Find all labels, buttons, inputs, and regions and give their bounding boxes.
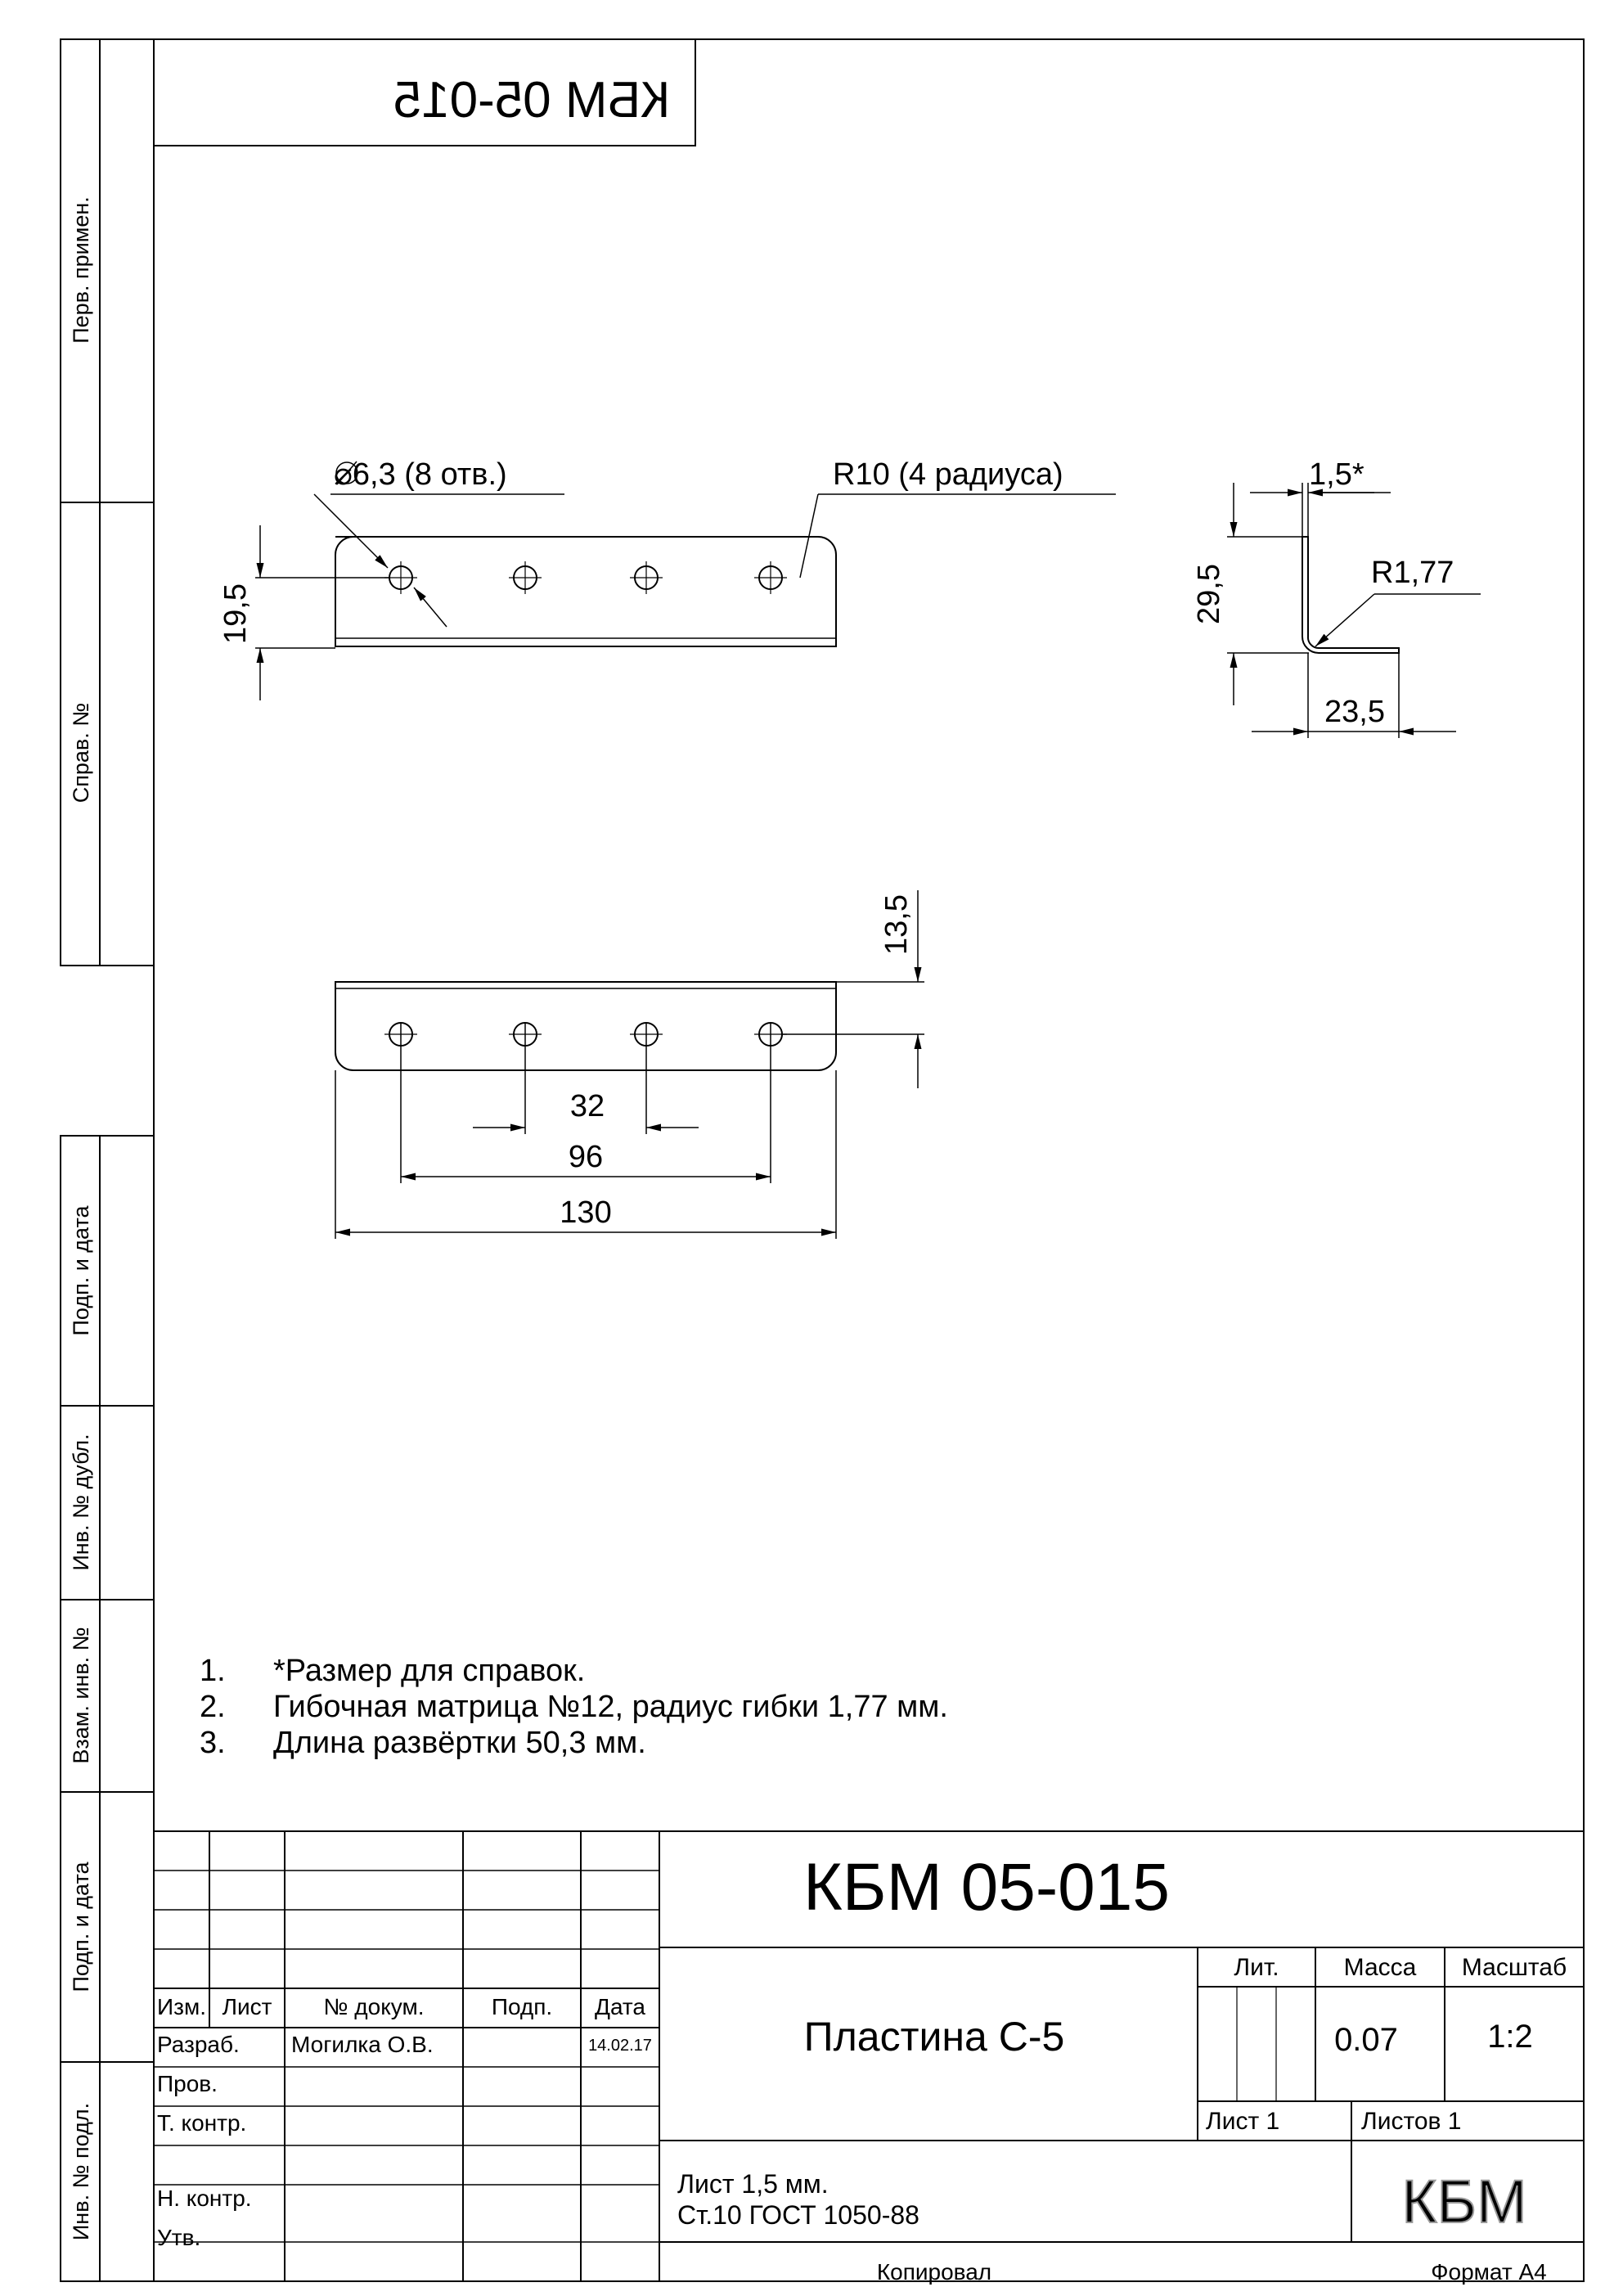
header-list: Лист (222, 1994, 272, 2019)
note-2-text: Гибочная матрица №12, радиус гибки 1,77 мм. (273, 1690, 948, 1724)
logo-text: КБМ (1401, 2168, 1527, 2235)
side-label-sprav-no: Справ. № (69, 702, 93, 804)
lit-label: Лит. (1234, 1954, 1279, 1981)
header-data: Дата (594, 1994, 646, 2019)
kbm-logo (1401, 2168, 1526, 2235)
row-role-n-kontr: Н. контр. (157, 2186, 252, 2211)
hole-callout: ⌀6,3 (8 отв.) (334, 457, 507, 492)
radius-callout: R10 (4 радиуса) (833, 457, 1063, 492)
header-izm: Изм. (157, 1994, 206, 2019)
sheet-number: Лист 1 (1206, 2108, 1280, 2135)
side-thickness-dim: 1,5* (1309, 457, 1364, 492)
front-edge-dim: 13,5 (879, 894, 914, 955)
front-span-dim: 96 (568, 1140, 604, 1174)
part-name: Пластина С-5 (803, 2014, 1065, 2060)
side-label-vzam-inv: Взам. инв. № (69, 1627, 93, 1764)
top-height-dim: 19,5 (218, 583, 253, 644)
side-bend-radius: R1,77 (1371, 556, 1454, 590)
material-line-2: Ст.10 ГОСТ 1050-88 (677, 2200, 919, 2230)
notes (200, 1654, 948, 1760)
front-view (335, 890, 924, 1239)
sheet-count: Листов 1 (1361, 2108, 1462, 2135)
side-label-podp-data-1: Подп. и дата (69, 1205, 93, 1336)
massa-label: Масса (1343, 1954, 1417, 1981)
side-label-inv-dubl: Инв. № дубл. (69, 1434, 93, 1571)
front-pitch-dim: 32 (569, 1089, 605, 1123)
mirrored-header-code: КБМ 05-015 (393, 72, 671, 128)
masshtab-label: Масштаб (1461, 1954, 1567, 1981)
side-width-dim: 23,5 (1324, 695, 1385, 729)
note-3-num: 3. (200, 1726, 226, 1760)
row-role-prov: Пров. (157, 2071, 218, 2096)
side-label-podp-data-2: Подп. и дата (69, 1862, 93, 1992)
row-role-utv: Утв. (157, 2225, 201, 2250)
row-role-t-kontr: Т. контр. (157, 2110, 247, 2136)
front-length-dim: 130 (560, 1195, 612, 1230)
sheet-frame (61, 39, 1584, 2281)
masshtab-value: 1:2 (1487, 2019, 1533, 2055)
note-3-text: Длина развёртки 50,3 мм. (273, 1726, 646, 1760)
top-view (255, 461, 1116, 700)
header-doc-no: № докум. (323, 1994, 425, 2019)
doc-code: КБМ 05-015 (803, 1850, 1170, 1925)
note-2-num: 2. (200, 1690, 226, 1724)
header-podp: Подп. (491, 1994, 553, 2019)
note-1-num: 1. (200, 1654, 226, 1688)
side-label-inv-podl: Инв. № подл. (69, 2102, 93, 2241)
note-1-text: *Размер для справок. (273, 1654, 586, 1688)
row-date-razrab: 14.02.17 (588, 2037, 652, 2055)
side-label-perv-primen: Перв. примен. (69, 196, 93, 344)
footer-format: Формат А4 (1431, 2259, 1547, 2285)
massa-value: 0.07 (1334, 2022, 1398, 2058)
row-role-razrab: Разраб. (157, 2032, 240, 2057)
material-line-1: Лист 1,5 мм. (677, 2169, 829, 2199)
footer-copied: Копировал (876, 2259, 992, 2285)
side-height-dim: 29,5 (1192, 564, 1226, 624)
row-name-razrab: Могилка О.В. (291, 2032, 434, 2057)
